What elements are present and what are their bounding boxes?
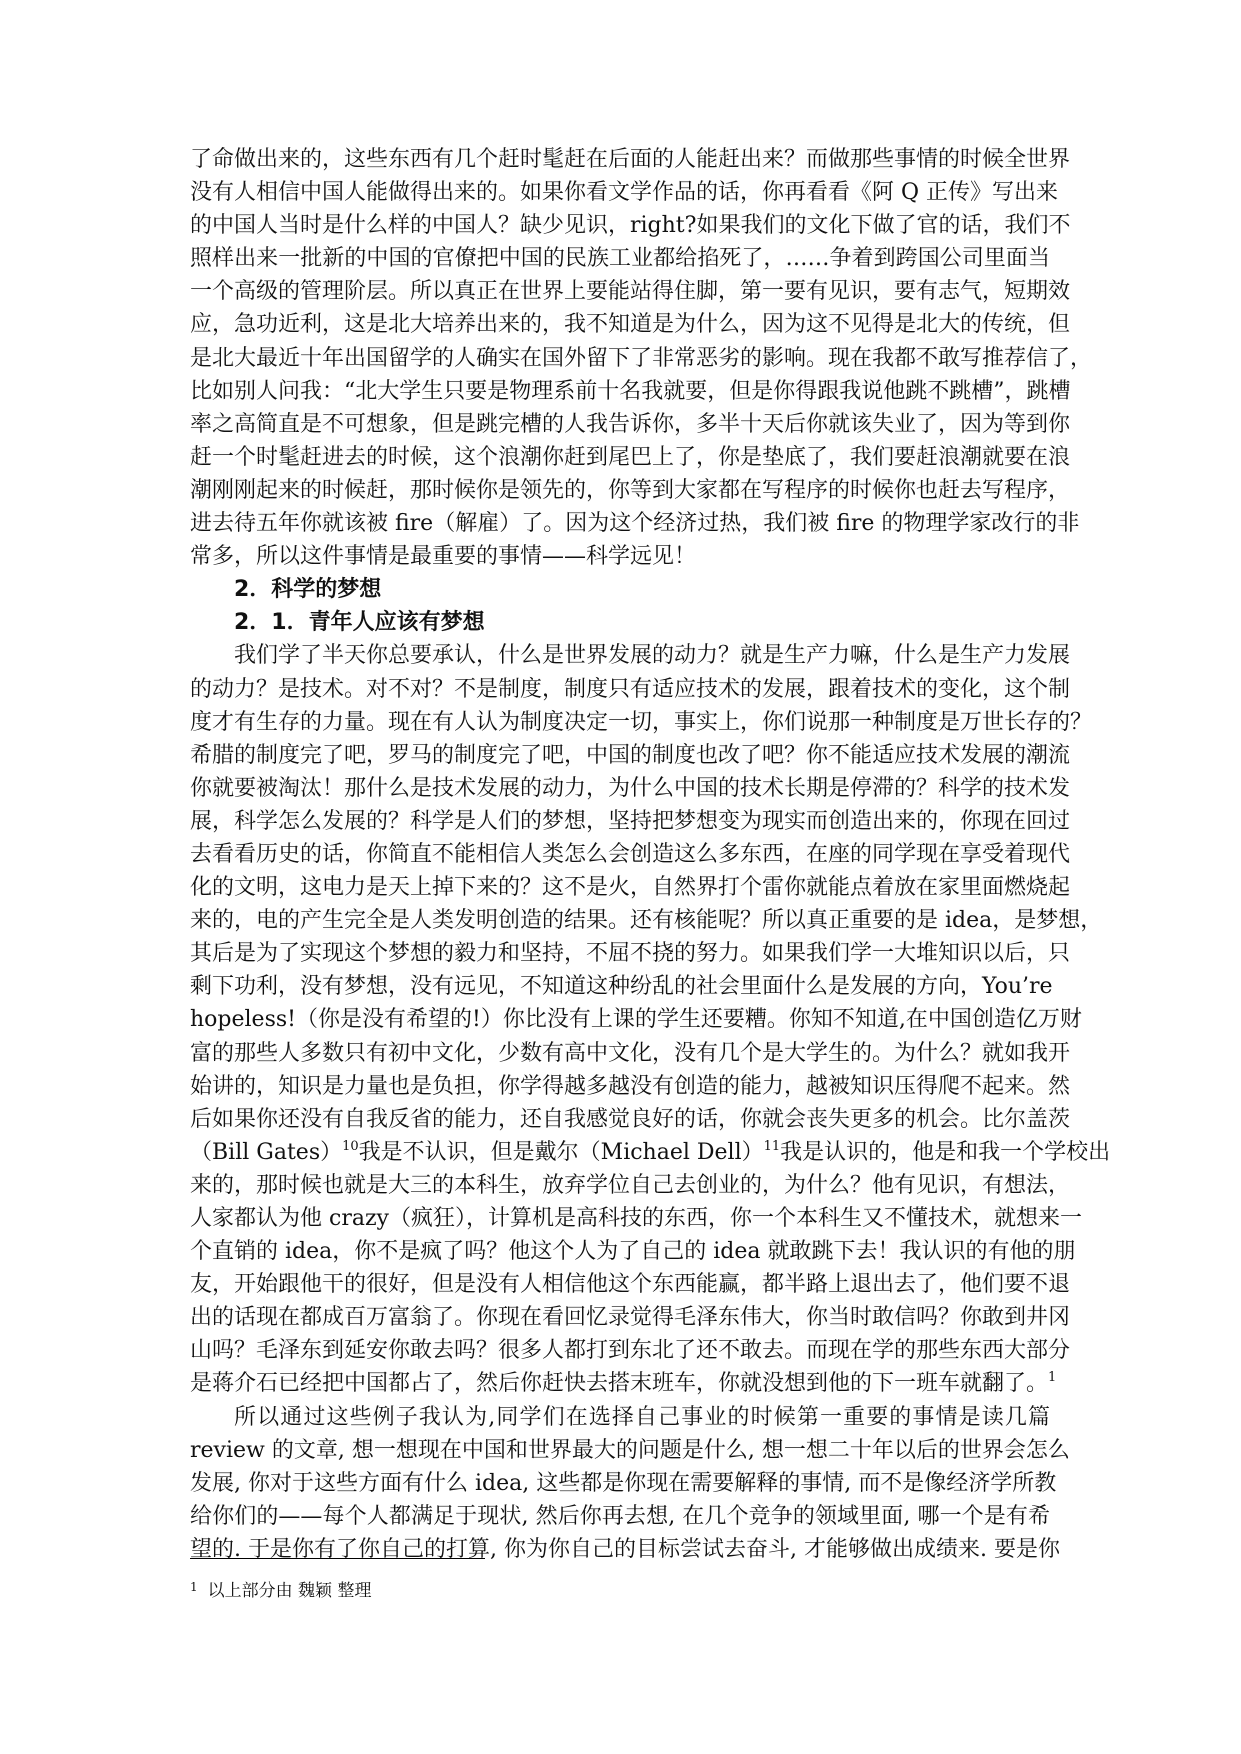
document-page xyxy=(190,143,1111,1566)
text-line: 度才有生存的力量。现在有人认为制度决定一切，事实上，你们说那一种制度是万世长存的？ xyxy=(190,709,1093,735)
text-line: 一个高级的管理阶层。所以真正在世界上要能站得住脚，第一要有见识，要有志气，短期效 xyxy=(190,279,1071,305)
text-line: 富的那些人多数只有初中文化，少数有高中文化，没有几个是大学生的。为什么？就如我开 xyxy=(190,1040,1071,1066)
text-line: 率之高简直是不可想象，但是跳完槽的人我告诉你，多半十天后你就该失业了，因为等到你 xyxy=(190,411,1071,437)
section-heading: 2．科学的梦想 xyxy=(234,577,382,603)
text-line: 给你们的——每个人都满足于现状, 然后你再去想, 在几个竞争的领域里面, 哪一个是有希 xyxy=(190,1503,1050,1529)
subsection-heading: 2．1．青年人应该有梦想 xyxy=(234,610,485,636)
text-line: 去看看历史的话，你简直不能相信人类怎么会创造这么多东西，在座的同学现在享受着现代 xyxy=(190,841,1071,867)
text-line: 所以通过这些例子我认为,同学们在选择自己事业的时候第一重要的事情是读几篇 xyxy=(234,1404,1050,1430)
footnote-reference[interactable]: 1 xyxy=(1048,1370,1057,1386)
text-line: 潮刚刚起来的时候赶，那时候你是领先的，你等到大家都在写程序的时候你也赶去写程序， xyxy=(190,477,1071,503)
text-line: 赶一个时髦赶进去的时候，这个浪潮你赶到尾巴上了，你是垫底了，我们要赶浪潮就要在浪 xyxy=(190,444,1071,470)
text-line: 照样出来一批新的中国的官僚把中国的民族工业都给掐死了，……争着到跨国公司里面当 xyxy=(190,246,1050,272)
text-line: 后如果你还没有自我反省的能力，还自我感觉良好的话，你就会丧失更多的机会。比尔盖茨 xyxy=(190,1106,1071,1132)
text-line: 化的文明，这电力是天上掉下来的？这不是火，自然界打个雷你就能点着放在家里面燃烧起 xyxy=(190,875,1071,901)
text-segment: （Bill Gates） xyxy=(190,1139,343,1165)
footnote-reference[interactable]: 10 xyxy=(342,1138,359,1154)
text-line: 友，开始跟他干的很好，但是没有人相信他这个东西能赢，都半路上退出去了，他们要不退 xyxy=(190,1272,1071,1298)
text-line: 出的话现在都成百万富翁了。你现在看回忆录觉得毛泽东伟大，你当时敢信吗？你敢到井冈 xyxy=(190,1305,1071,1331)
paragraph-science-vision xyxy=(190,143,1093,573)
text-line: 其后是为了实现这个梦想的毅力和坚持，不屈不挠的努力。如果我们学一大堆知识以后，只 xyxy=(190,941,1071,967)
paragraph-conclusion xyxy=(190,1401,1070,1566)
text-line: 是北大最近十年出国留学的人确实在国外留下了非常恶劣的影响。现在我都不敢写推荐信了， xyxy=(190,345,1093,371)
footnote-reference[interactable]: 11 xyxy=(763,1138,781,1154)
text-line-with-footnote-refs xyxy=(190,1136,1111,1169)
footnote-separator xyxy=(190,1558,485,1559)
text-line: 了命做出来的，这些东西有几个赶时髦赶在后面的人能赶出来？而做那些事情的时候全世界 xyxy=(190,147,1071,172)
text-line: 来的，那时候也就是大三的本科生，放弃学位自己去创业的，为什么？他有见识，有想法， xyxy=(190,1172,1071,1198)
text-line: 常多，所以这件事情是最重要的事情——科学远见！ xyxy=(190,544,697,570)
text-line: 剩下功利，没有梦想，没有远见，不知道这种纷乱的社会里面什么是发展的方向，You’re xyxy=(190,974,1053,1000)
text-line: 始讲的，知识是力量也是负担，你学得越多越没有创造的能力，越被知识压得爬不起来。然 xyxy=(190,1073,1071,1099)
text-line: 你就要被淘汰！那什么是技术发展的动力，为什么中国的技术长期是停滞的？科学的技术发 xyxy=(190,775,1071,801)
text-line: 的中国人当时是什么样的中国人？缺少见识，right?如果我们的文化下做了官的话，我们不 xyxy=(190,213,1071,239)
paragraph-young-people-dreams xyxy=(190,639,1111,1400)
text-line: 进去待五年你就该被 fire（解雇）了。因为这个经济过热，我们被 fire 的物理学家改行的非 xyxy=(190,511,1080,537)
footnote xyxy=(190,1576,371,1602)
text-line: 人家都认为他 crazy（疯狂），计算机是高科技的东西，你一个本科生又不懂技术，就想来一 xyxy=(190,1206,1082,1231)
text-line: 应，急功近利，这是北大培养出来的，我不知道是为什么，因为这不见得是北大的传统，但 xyxy=(190,312,1071,338)
text-segment: 是蒋介石已经把中国都占了，然后你赶快去搭末班车，你就没想到他的下一班车就翻了。 xyxy=(190,1371,1049,1397)
text-line: 望的. 于是你有了你自己的打算, 你为你自己的目标尝试去奋斗, 才能够做出成绩来. 要是你 xyxy=(190,1536,1060,1562)
text-segment: 我是认识的，他是和我一个学校出 xyxy=(780,1139,1111,1165)
text-line: 发展, 你对于这些方面有什么 idea, 这些都是你现在需要解释的事情, 而不是像经济学所教 xyxy=(190,1470,1057,1496)
text-line: 的动力？是技术。对不对？不是制度，制度只有适应技术的发展，跟着技术的变化，这个制 xyxy=(190,676,1071,702)
text-line: 没有人相信中国人能做得出来的。如果你看文学作品的话，你再看看《阿 Q 正传》写出来 xyxy=(190,180,1059,206)
text-line: 个直销的 idea，你不是疯了吗？他这个人为了自己的 idea 就敢跳下去！我认识的有他的朋 xyxy=(190,1239,1076,1265)
footnote-mark: 1 xyxy=(190,1580,198,1594)
text-line: 我们学了半天你总要承认，什么是世界发展的动力？就是生产力嘛，什么是生产力发展 xyxy=(234,643,1071,669)
text-segment: 我是不认识，但是戴尔（Michael Dell） xyxy=(358,1139,764,1165)
text-line: 来的，电的产生完全是人类发明创造的结果。还有核能呢？所以真正重要的是 idea，是梦想， xyxy=(190,908,1103,934)
text-line: review 的文章, 想一想现在中国和世界最大的问题是什么, 想一想二十年以后的世界会怎么 xyxy=(190,1437,1070,1463)
text-line: 希腊的制度完了吧，罗马的制度完了吧，中国的制度也改了吧？你不能适应技术发展的潮流 xyxy=(190,742,1071,768)
footnote-text: 以上部分由 魏颖 整理 xyxy=(207,1581,372,1601)
text-line-with-footnote-ref xyxy=(190,1367,1057,1400)
text-line: 展，科学怎么发展的？科学是人们的梦想，坚持把梦想变为现实而创造出来的，你现在回过 xyxy=(190,808,1071,834)
text-line: 比如别人问我：“北大学生只要是物理系前十名我就要，但是你得跟我说他跳不跳槽”，跳槽 xyxy=(190,378,1071,404)
text-line: hopeless!（你是没有希望的!）你比没有上课的学生还要糟。你知不知道,在中国创造亿万财 xyxy=(190,1007,1082,1033)
text-line: 山吗？毛泽东到延安你敢去吗？很多人都打到东北了还不敢去。而现在学的那些东西大部分 xyxy=(190,1338,1071,1364)
